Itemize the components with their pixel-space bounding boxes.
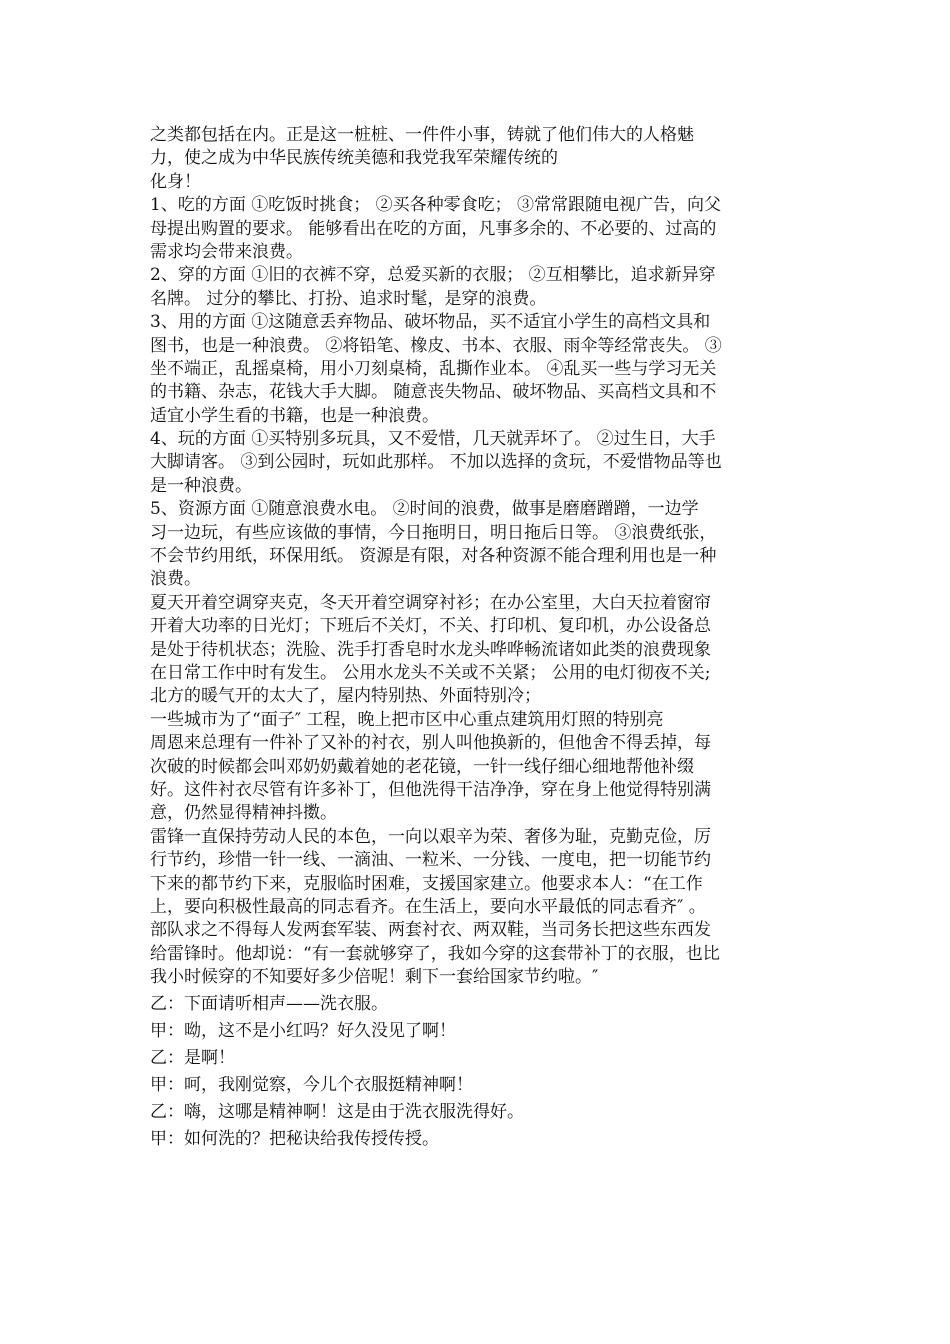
- dialogue-line: 甲：呵，我刚觉察，今儿个衣服挺精神啊！: [150, 1075, 473, 1096]
- text-line: 我小时候穿的不知要好多少倍呢！剩下一套给国家节约啦。″: [150, 967, 599, 988]
- text-line: 夏天开着空调穿夹克，冬天开着空调穿衬衫；在办公室里，大白天拉着窗帘: [150, 592, 711, 613]
- text-line: 上，要向积极性最高的同志看齐。在生活上，要向水平最低的同志看齐″ 。: [150, 896, 706, 917]
- text-line: 浪费。: [150, 569, 201, 590]
- text-line: 适宜小学生看的书籍，也是一种浪费。: [150, 405, 439, 426]
- text-line: 习一边玩，有些应该做的事情，今日拖明日，明日拖后日等。 ③浪费纸张，: [150, 522, 717, 543]
- text-line: 2、穿的方面 ①旧的衣裤不穿，总爱买新的衣服； ②互相攀比，追求新异穿: [150, 265, 716, 286]
- text-line: 大脚请客。 ③到公园时，玩如此那样。 不加以选择的贪玩，不爱惜物品等也: [150, 452, 722, 473]
- text-line: 母提出购置的要求。 能够看出在吃的方面，凡事多余的、不必要的、过高的: [150, 218, 717, 239]
- dialogue-line: 乙：是啊！: [150, 1048, 235, 1069]
- text-line: 是处于待机状态；洗脸、洗手打香皂时水龙头哗哗畅流诸如此类的浪费现象: [150, 639, 711, 660]
- text-line: 需求均会带来浪费。: [150, 241, 303, 262]
- text-line: 部队求之不得每人发两套军装、两套衬衣、两双鞋，当司务长把这些东西发: [150, 920, 711, 941]
- text-line: 化身！: [150, 171, 201, 192]
- text-line: 1、吃的方面 ①吃饭时挑食； ②买各种零食吃； ③常常跟随电视广告，向父: [150, 195, 722, 216]
- text-line: 4、玩的方面 ①买特别多玩具，又不爱惜，几天就弄坏了。 ②过生日，大手: [150, 429, 716, 450]
- dialogue-line: 甲：呦，这不是小红吗？好久没见了啊！: [150, 1021, 456, 1042]
- text-line: 下来的都节约下来，克服临时困难，支援国家建立。他要求本人：“在工作: [150, 873, 703, 894]
- text-line: 开着大功率的日光灯；下班后不关灯，不关、打印机、复印机，办公设备总: [150, 616, 711, 637]
- text-line: 周恩来总理有一件补了又补的衬衣，别人叫他换新的，但他舍不得丢掉，每: [150, 733, 711, 754]
- text-line: 不会节约用纸，环保用纸。 资源是有限，对各种资源不能合理利用也是一种: [150, 546, 717, 567]
- text-line: 5、资源方面 ①随意浪费水电。 ②时间的浪费，做事是磨磨蹭蹭，一边学: [150, 499, 699, 520]
- text-line: 一些城市为了“面子″ 工程，晚上把市区中心重点建筑用灯照的特别亮: [150, 709, 664, 730]
- text-line: 行节约，珍惜一针一线、一滴油、一粒米、一分钱、一度电，把一切能节约: [150, 850, 711, 871]
- text-line: 名牌。 过分的攀比、打扮、追求时髦，是穿的浪费。: [150, 288, 547, 309]
- text-line: 给雷锋时。他却说：“有一套就够穿了，我如今穿的这套带补丁的衣服，也比: [150, 943, 720, 964]
- dialogue-line: 甲：如何洗的？把秘诀给我传授传授。: [150, 1129, 439, 1150]
- text-line: 是一种浪费。: [150, 475, 252, 496]
- text-line: 之类都包括在内。正是这一桩桩、一件件小事，铸就了他们伟大的人格魅: [150, 125, 694, 145]
- dialogue-line: 乙：下面请听相声——洗衣服。: [150, 994, 388, 1015]
- text-line: 次破的时候都会叫邓奶奶戴着她的老花镜，一针一线仔细心细地帮他补缀: [150, 756, 694, 777]
- dialogue-line: 乙：嗨，这哪是精神啊！这是由于洗衣服洗得好。: [150, 1102, 524, 1123]
- text-line: 图书，也是一种浪费。 ②将铅笔、橡皮、书本、衣服、雨伞等经常丧失。 ③: [150, 335, 722, 356]
- text-line: 在日常工作中时有发生。 公用水龙头不关或不关紧； 公用的电灯彻夜不关;: [150, 662, 711, 683]
- text-line: 的书籍、杂志，花钱大手大脚。 随意丧失物品、破坏物品、买高档文具和不: [150, 382, 717, 403]
- text-line: 北方的暖气开的太大了，屋内特别热、外面特别冷；: [150, 686, 541, 707]
- text-line: 力，使之成为中华民族传统美德和我党我军荣耀传统的: [150, 148, 558, 169]
- text-line: 意，仍然显得精神抖擞。: [150, 803, 337, 824]
- text-line: 坐不端正，乱摇桌椅，用小刀刻桌椅，乱撕作业本。 ④乱买一些与学习无关: [150, 358, 717, 379]
- text-line: 雷锋一直保持劳动人民的本色，一向以艰辛为荣、奢侈为耻，克勤克俭，厉: [150, 826, 711, 847]
- text-line: 3、用的方面 ①这随意丢弃物品、破坏物品，买不适宜小学生的高档文具和: [150, 312, 711, 333]
- document-body: [150, 124, 800, 1155]
- text-line: 好。这件衬衣尽管有许多补丁，但他洗得干洁净净，穿在身上他觉得特别满: [150, 779, 711, 800]
